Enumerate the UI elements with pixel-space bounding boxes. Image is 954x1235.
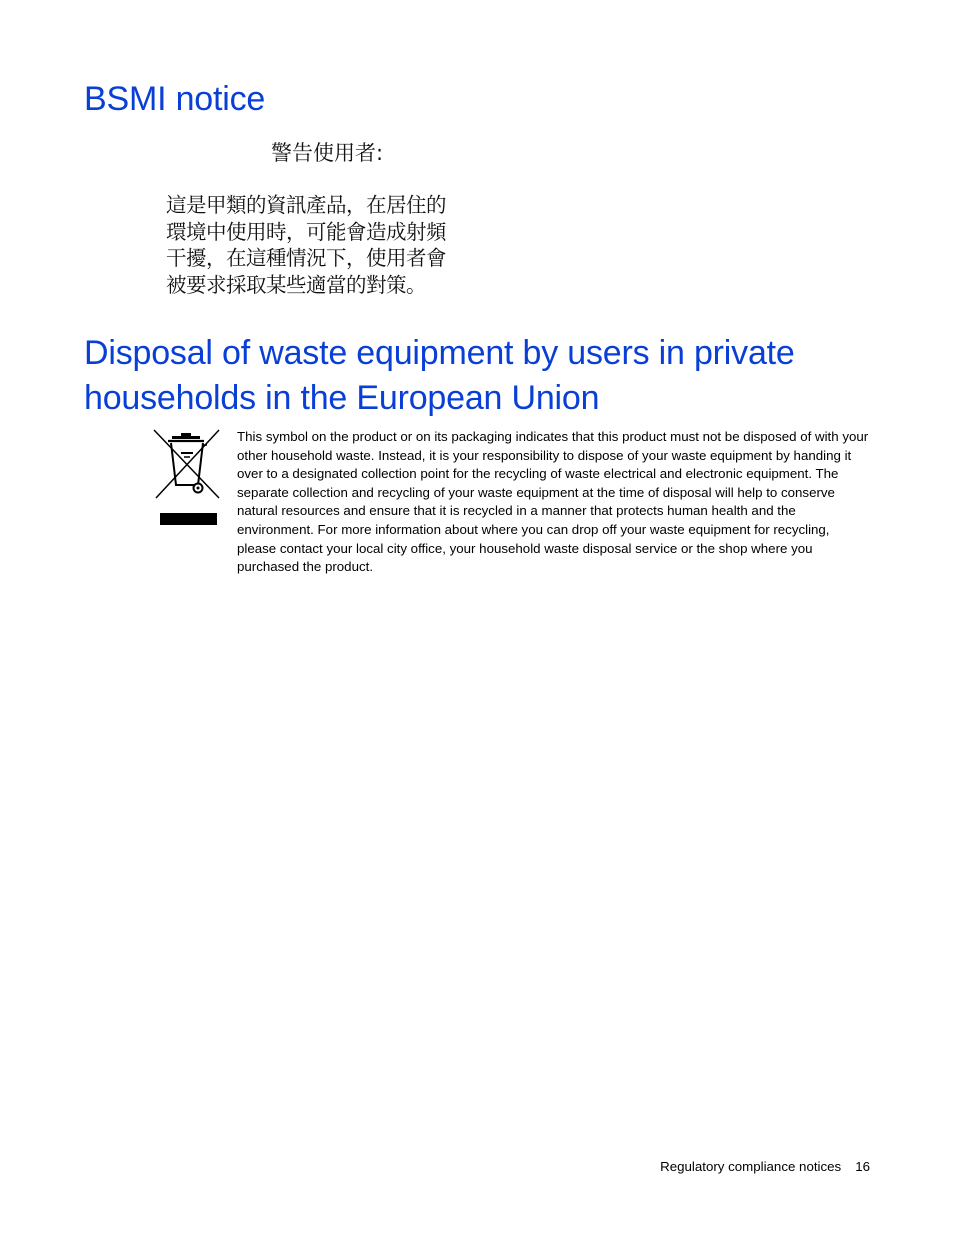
weee-paragraph: This symbol on the product or on its packaging indicates that this product must not be disposed of with your other household waste. Instead, it is your responsibility to dispose of your waste equipment by handing it over to a designated collection point for the recycling of waste electrical and electronic equipment. The separate collection and recycling of your waste equipment at the time of disposal will help to conserve natural resources and ensure that it is recycled in a manner that protects human health and the environment. For more information about where you can drop off your waste equipment for recycling, please contact your local city office, your household waste disposal service or the shop where you purchased the product. xyxy=(237,429,869,575)
bsmi-notice-title: 警告使用者: xyxy=(271,141,384,165)
bsmi-notice-image xyxy=(153,128,489,304)
page-footer xyxy=(660,1158,870,1176)
weee-heading: Disposal of waste equipment by users in private households in the European Union xyxy=(84,334,795,417)
bsmi-notice-body xyxy=(166,192,488,298)
footer-section-title: Regulatory compliance notices xyxy=(660,1159,842,1174)
bsmi-notice-line: 這是甲類的資訊產品，在居住的 xyxy=(166,193,446,217)
page-number: 16 xyxy=(855,1159,870,1174)
bsmi-heading: BSMI notice xyxy=(84,80,266,118)
bsmi-notice-line: 環境中使用時，可能會造成射頻 xyxy=(166,219,446,244)
crossed-out-wheelie-bin-icon xyxy=(151,427,223,527)
bsmi-notice-line: 被要求採取某些適當的對策。 xyxy=(166,272,426,297)
bsmi-notice-line: 干擾，在這種情況下，使用者會 xyxy=(166,246,446,270)
